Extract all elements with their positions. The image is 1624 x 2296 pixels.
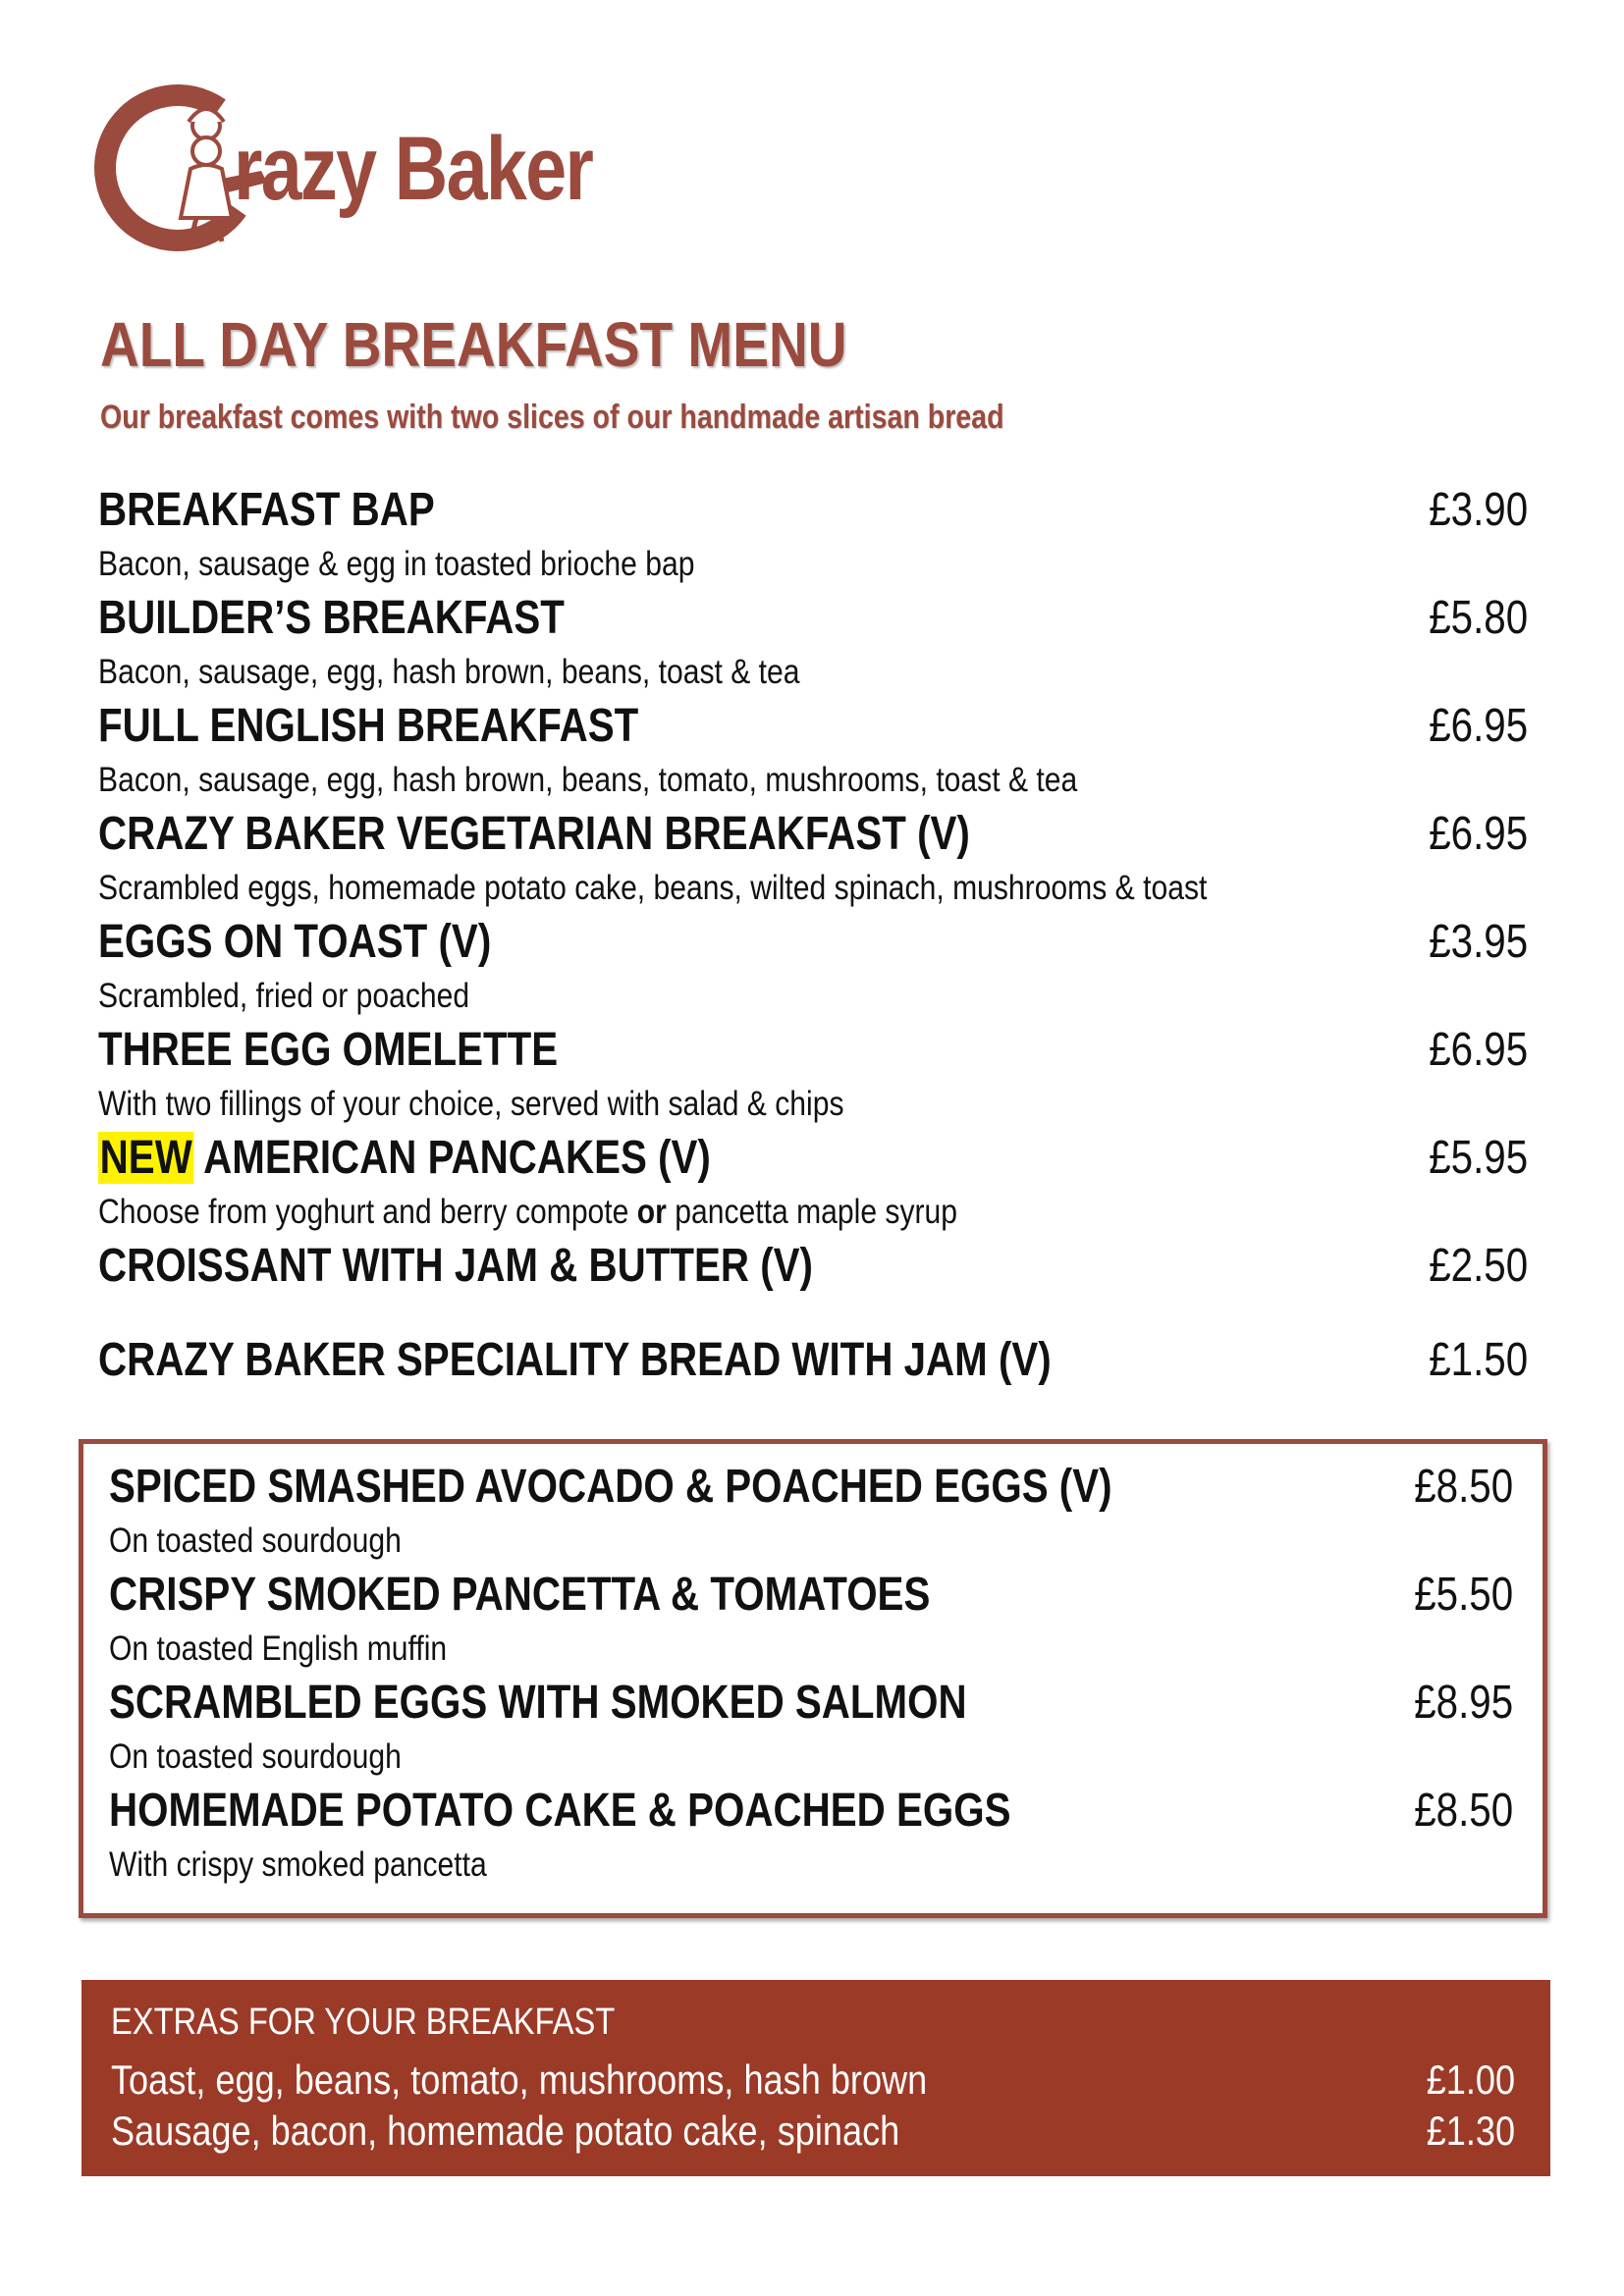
item-name: THREE EGG OMELETTE [98, 1024, 559, 1076]
item-name: CRAZY BAKER SPECIALITY BREAD WITH JAM (V) [98, 1334, 1052, 1386]
item-price: £3.95 [1429, 916, 1528, 968]
item-name: FULL ENGLISH BREAKFAST [98, 700, 639, 752]
menu-item [98, 1129, 1532, 1237]
menu-item [98, 1331, 1532, 1390]
item-price: £5.80 [1429, 592, 1528, 644]
item-description-or: or [636, 1193, 667, 1231]
item-description: With crispy smoked pancetta [109, 1845, 487, 1884]
item-name: CRISPY SMOKED PANCETTA & TOMATOES [109, 1569, 931, 1621]
item-price: £2.50 [1429, 1240, 1528, 1292]
item-price: £3.90 [1429, 484, 1528, 536]
item-name: BREAKFAST BAP [98, 484, 435, 536]
item-name: CROISSANT WITH JAM & BUTTER (V) [98, 1240, 813, 1292]
item-price: £1.50 [1429, 1334, 1528, 1386]
special-item [109, 1458, 1513, 1566]
item-price: £8.50 [1414, 1785, 1513, 1837]
extras-label: Toast, egg, beans, tomato, mushrooms, hash brown [111, 2056, 928, 2103]
menu-item [98, 589, 1532, 697]
item-name: AMERICAN PANCAKES (V) [193, 1132, 711, 1184]
item-price: £6.95 [1429, 1024, 1528, 1076]
item-name: BUILDER’S BREAKFAST [98, 592, 565, 644]
item-description: Scrambled, fried or poached [98, 977, 470, 1015]
menu-item [98, 805, 1532, 913]
item-price: £6.95 [1429, 808, 1528, 860]
item-description [98, 1188, 1331, 1237]
extras-title: EXTRAS FOR YOUR BREAKFAST [111, 2002, 616, 2043]
item-price: £8.95 [1414, 1677, 1513, 1729]
menu-item [98, 1021, 1532, 1129]
item-name: SPICED SMASHED AVOCADO & POACHED EGGS (V) [109, 1461, 1112, 1513]
extras-price: £1.30 [1426, 2108, 1515, 2154]
item-description: On toasted English muffin [109, 1629, 448, 1668]
item-price: £8.50 [1414, 1461, 1513, 1513]
extras-price: £1.00 [1426, 2056, 1515, 2103]
special-item [109, 1782, 1513, 1890]
extras-row [111, 2106, 1515, 2157]
menu-item [98, 481, 1532, 589]
logo-wordmark: razy Baker [234, 119, 593, 219]
item-price: £5.50 [1414, 1569, 1513, 1621]
item-description: On toasted sourdough [109, 1522, 402, 1560]
specials-list [109, 1458, 1513, 1890]
item-description: On toasted sourdough [109, 1737, 402, 1776]
item-name: CRAZY BAKER VEGETARIAN BREAKFAST (V) [98, 808, 970, 860]
breakfast-items-list [98, 481, 1532, 1390]
new-badge: NEW [99, 1132, 192, 1184]
specials-box [79, 1439, 1547, 1918]
item-name: SCRAMBLED EGGS WITH SMOKED SALMON [109, 1677, 967, 1729]
item-price: £6.95 [1429, 700, 1528, 752]
item-description: Bacon, sausage, egg, hash brown, beans, tomato, mushrooms, toast & tea [98, 761, 1078, 799]
extras-label: Sausage, bacon, homemade potato cake, spinach [111, 2108, 900, 2154]
item-description: Bacon, sausage & egg in toasted brioche bap [98, 545, 695, 583]
special-item [109, 1674, 1513, 1782]
item-name-with-badge [98, 1129, 1302, 1188]
item-name: EGGS ON TOAST (V) [98, 916, 492, 968]
item-description-part: Choose from yoghurt and berry compote [98, 1193, 637, 1231]
special-item [109, 1566, 1513, 1674]
item-description: With two fillings of your choice, served with salad & chips [98, 1085, 844, 1123]
crazy-baker-logo [86, 79, 636, 275]
menu-item [98, 1237, 1532, 1296]
menu-item [98, 913, 1532, 1021]
item-description: Scrambled eggs, homemade potato cake, beans, wilted spinach, mushrooms & toast [98, 869, 1208, 907]
item-name: HOMEMADE POTATO CAKE & POACHED EGGS [109, 1785, 1011, 1837]
menu-title: ALL DAY BREAKFAST MENU [100, 309, 847, 380]
menu-item [98, 697, 1532, 805]
item-description: Bacon, sausage, egg, hash brown, beans, toast & tea [98, 653, 800, 691]
extras-panel [81, 1980, 1550, 2176]
extras-row [111, 2055, 1515, 2106]
item-price: £5.95 [1429, 1132, 1528, 1184]
item-description-part: pancetta maple syrup [666, 1193, 958, 1231]
menu-subtitle: Our breakfast comes with two slices of our handmade artisan bread [100, 399, 1004, 436]
